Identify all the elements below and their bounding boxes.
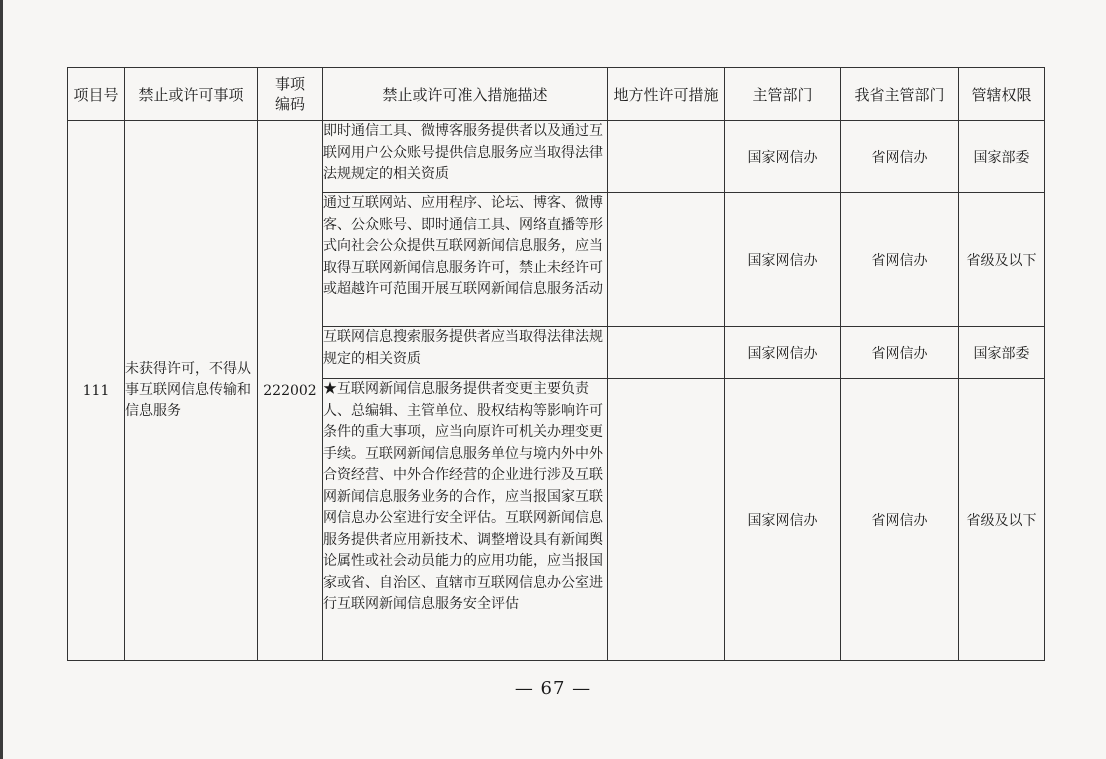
measure-desc-cell: ★互联网新闻信息服务提供者变更主要负责人、总编辑、主管单位、股权结构等影响许可条件的重大事项，应当向原许可机关办理变更手续。互联网新闻信息服务单位与境内外中外合资经营、中外合作经营的企业进行涉及互联网新闻信息服务业务的合作，应当报国家互联网信息办公室进行安全评估。互联网新闻信息服务提供者应用新技术、调整增设具有新闻舆论属性或社会动员能力的应用功能，应当报国家或省、自治区、直辖市互联网信息办公室进行互联网新闻信息服务安全评估 [323,379,608,661]
measure-desc-cell: 即时通信工具、微博客服务提供者以及通过互联网用户公众账号提供信息服务应当取得法律法规规定的相关资质 [323,121,608,193]
market-access-table [67,67,1045,661]
province-authority-cell: 省网信办 [841,379,959,661]
item-number-cell: 111 [68,121,125,661]
header-item-code-line2: 编码 [274,95,305,113]
province-authority-cell: 省网信办 [841,121,959,193]
authority-cell: 国家网信办 [725,327,841,379]
province-authority-cell: 省网信办 [841,327,959,379]
header-prohibited-item: 禁止或许可事项 [125,68,258,121]
local-measure-cell [608,379,725,661]
authority-cell: 国家网信办 [725,379,841,661]
authority-cell: 国家网信办 [725,193,841,327]
header-item-no: 项目号 [68,68,125,121]
jurisdiction-cell: 省级及以下 [959,379,1045,661]
item-name-cell: 未获得许可，不得从事互联网信息传输和信息服务 [125,121,258,661]
scan-edge [0,0,3,759]
header-local-measure: 地方性许可措施 [608,68,725,121]
header-authority: 主管部门 [725,68,841,121]
header-province-authority: 我省主管部门 [841,68,959,121]
authority-cell: 国家网信办 [725,121,841,193]
local-measure-cell [608,193,725,327]
jurisdiction-cell: 国家部委 [959,121,1045,193]
local-measure-cell [608,327,725,379]
jurisdiction-cell: 国家部委 [959,327,1045,379]
measure-desc-cell: 通过互联网站、应用程序、论坛、博客、微博客、公众账号、即时通信工具、网络直播等形式向社会公众提供互联网新闻信息服务，应当取得互联网新闻信息服务许可，禁止未经许可或超越许可范围开展互联网新闻信息服务活动 [323,193,608,327]
header-row [68,68,1045,121]
local-measure-cell [608,121,725,193]
measure-desc-cell: 互联网信息搜索服务提供者应当取得法律法规规定的相关资质 [323,327,608,379]
item-code-cell: 222002 [258,121,323,661]
header-item-code-line1: 事项 [274,75,305,93]
jurisdiction-cell: 省级及以下 [959,193,1045,327]
header-item-code [258,68,323,121]
page-number: — 67 — [514,678,592,699]
header-jurisdiction: 管辖权限 [959,68,1045,121]
table-row [68,121,1045,193]
province-authority-cell: 省网信办 [841,193,959,327]
header-measure-desc: 禁止或许可准入措施描述 [323,68,608,121]
